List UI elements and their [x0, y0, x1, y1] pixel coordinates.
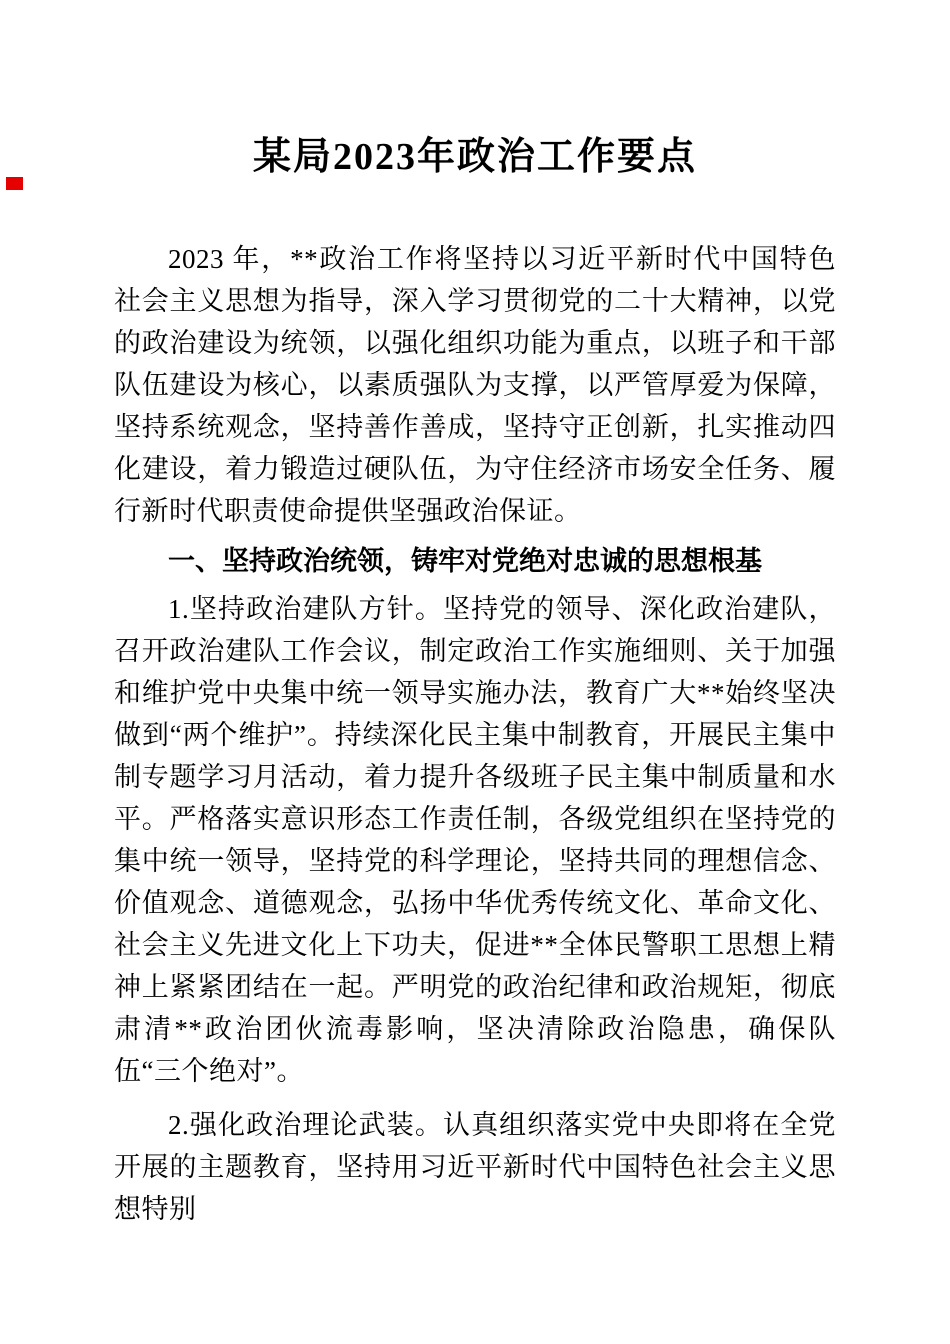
intro-paragraph: 2023 年，**政治工作将坚持以习近平新时代中国特色社会主义思想为指导，深入学习贯彻党的二十大精神，以党的政治建设为统领，以强化组织功能为重点，以班子和干部队伍建设为核心，以素质强队为支撑，以严管厚爱为保障，坚持系统观念，坚持善作善成，坚持守正创新，扎实推动四化建设，着力锻造过硬队伍，为守住经济市场安全任务、履行新时代职责使命提供坚强政治保证。: [114, 244, 836, 526]
document-title: 某局2023年政治工作要点: [252, 136, 697, 178]
point-1-paragraph: 1.坚持政治建队方针。坚持党的领导、深化政治建队，召开政治建队工作会议，制定政治工作实施细则、关于加强和维护党中央集中统一领导实施办法，教育广大**始终坚决做到“两个维护”。持续深化民主集中制教育，开展民主集中制专题学习月活动，着力提升各级班子民主集中制质量和水平。严格落实意识形态工作责任制，各级党组织在坚持党的集中统一领导，坚持党的科学理论，坚持共同的理想信念、价值观念、道德观念，弘扬中华优秀传统文化、革命文化、社会主义先进文化上下功夫，促进**全体民警职工思想上精神上紧紧团结在一起。严明党的政治纪律和政治规矩，彻底肃清**政治团伙流毒影响，坚决清除政治隐患，确保队伍“三个绝对”。: [114, 594, 836, 1086]
section-1-heading: 一、坚持政治统领，铸牢对党绝对忠诚的思想根基: [168, 546, 762, 576]
point-2-paragraph: 2.强化政治理论武装。认真组织落实党中央即将在全党开展的主题教育，坚持用习近平新时代中国特色社会主义思想特别: [114, 1110, 836, 1224]
annotation-marker[interactable]: [6, 177, 23, 190]
